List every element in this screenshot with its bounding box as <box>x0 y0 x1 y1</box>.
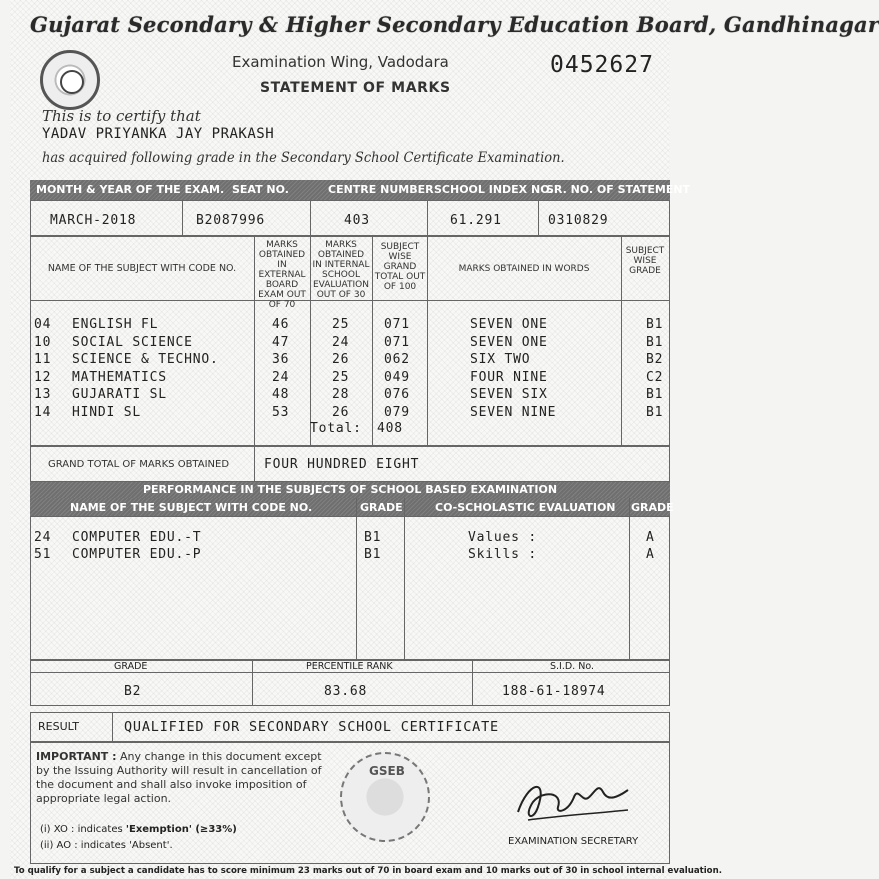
serial-number: 0452627 <box>550 52 654 78</box>
subject-total: 062 <box>384 352 410 367</box>
subject-row <box>20 387 664 405</box>
subject-internal: 28 <box>332 387 350 402</box>
school-code: 51 <box>34 547 52 562</box>
secretary-signature-icon <box>508 762 638 832</box>
grand-total-label: GRAND TOTAL OF MARKS OBTAINED <box>48 459 230 470</box>
subject-words: FOUR NINE <box>470 369 548 385</box>
subject-subject: GUJARATI SL <box>72 387 167 402</box>
subject-code: 10 <box>34 334 52 350</box>
subject-subject: MATHEMATICS <box>72 369 167 385</box>
sid-number: 188-61-18974 <box>502 684 606 699</box>
seat-number: B2087996 <box>196 213 266 228</box>
school-index-number: 61.291 <box>450 213 502 228</box>
subject-internal: 26 <box>332 404 350 420</box>
subject-code: 11 <box>34 352 52 367</box>
subject-subject: HINDI SL <box>72 404 142 420</box>
certify-text: This is to certify that <box>42 107 201 125</box>
subject-subject: ENGLISH FL <box>72 317 159 332</box>
subject-external: 24 <box>272 369 290 385</box>
examination-wing: Examination Wing, Vadodara <box>232 53 449 71</box>
subject-grade: B1 <box>646 334 664 350</box>
header-centre-number: CENTRE NUMBER <box>328 183 434 196</box>
header-month-year: MONTH & YEAR OF THE EXAM. <box>36 183 225 196</box>
subject-words: SEVEN SIX <box>470 387 548 402</box>
school-subject: COMPUTER EDU.-T <box>72 530 202 545</box>
total-value: 408 <box>377 421 403 436</box>
subject-subject: SCIENCE & TECHNO. <box>72 352 219 367</box>
sb-col-subject: NAME OF THE SUBJECT WITH CODE NO. <box>70 501 313 514</box>
subject-external: 47 <box>272 334 290 350</box>
school-grade: B1 <box>364 547 382 562</box>
subject-external: 48 <box>272 387 290 402</box>
subject-total: 079 <box>384 404 410 420</box>
subject-row <box>20 369 664 388</box>
total-label: Total: <box>310 421 362 436</box>
centre-number: 403 <box>344 213 370 228</box>
school-based-header <box>30 498 674 516</box>
grand-total-words: FOUR HUNDRED EIGHT <box>264 457 420 472</box>
stamp-text: GSEB <box>369 764 405 778</box>
subject-grade: B1 <box>646 387 664 402</box>
school-subject: COMPUTER EDU.-P <box>72 547 202 562</box>
result-value: QUALIFIED FOR SECONDARY SCHOOL CERTIFICATE <box>124 719 499 735</box>
subject-external: 36 <box>272 352 290 367</box>
xo-note-prefix: (i) XO : indicates <box>40 824 123 835</box>
school-code: 24 <box>34 530 52 545</box>
statement-title: STATEMENT OF MARKS <box>260 80 451 96</box>
overall-grade: B2 <box>124 684 142 699</box>
subject-internal: 25 <box>332 317 350 332</box>
subject-row <box>20 352 664 370</box>
subject-subject: SOCIAL SCIENCE <box>72 334 193 350</box>
board-title: Gujarat Secondary & Higher Secondary Education Board, Gandhinagar <box>30 12 879 37</box>
subject-code: 13 <box>34 387 52 402</box>
school-based-title-band <box>30 482 670 498</box>
marksheet <box>10 0 879 879</box>
sb-col-grade2: GRADE <box>631 501 674 514</box>
subject-words: SIX TWO <box>470 352 531 367</box>
subject-internal: 24 <box>332 334 350 350</box>
summary-grade-label: GRADE <box>114 661 148 672</box>
sb-col-coscholastic: CO-SCHOLASTIC EVALUATION <box>435 501 616 514</box>
subject-words: SEVEN NINE <box>470 404 557 420</box>
percentile-rank: 83.68 <box>324 684 368 699</box>
subject-total: 071 <box>384 317 410 332</box>
subject-words: SEVEN ONE <box>470 334 548 350</box>
acquired-text: has acquired following grade in the Secondary School Certificate Examination. <box>42 150 565 166</box>
subject-total: 076 <box>384 387 410 402</box>
subject-code: 04 <box>34 317 52 332</box>
important-label: IMPORTANT : <box>36 750 117 763</box>
exam-month-year: MARCH-2018 <box>50 213 137 228</box>
important-text: Any change in this document except by the Issuing Authority will result in cancellation of the document and shall also invoke imposition of appropriate legal action. <box>36 750 322 805</box>
summary-percentile-label: PERCENTILE RANK <box>306 661 393 672</box>
ao-note: (ii) AO : indicates 'Absent'. <box>40 840 173 851</box>
exam-info-header <box>30 180 691 200</box>
subject-grade: B1 <box>646 404 664 420</box>
result-label: RESULT <box>38 720 79 733</box>
subject-external: 46 <box>272 317 290 332</box>
subject-grade: B1 <box>646 317 664 332</box>
school-evaluation: Skills : <box>468 547 538 562</box>
qualifying-note: To qualify for a subject a candidate has to score minimum 23 marks out of 70 in board exam and 10 marks out of 30 in school internal evaluation. <box>14 866 722 876</box>
xo-note <box>40 824 237 835</box>
school-eval_grade: A <box>646 530 655 545</box>
subject-total: 049 <box>384 369 410 385</box>
subject-grade: B2 <box>646 352 664 367</box>
col-internal-header: MARKS OBTAINED IN INTERNAL SCHOOL EVALUATION OUT OF 30 <box>312 240 370 300</box>
important-note <box>36 750 332 806</box>
candidate-name: YADAV PRIYANKA JAY PRAKASH <box>42 126 275 142</box>
summary-sid-label: S.I.D. No. <box>550 661 594 672</box>
col-subject-header: NAME OF THE SUBJECT WITH CODE NO. <box>47 263 237 274</box>
subject-code: 12 <box>34 369 52 385</box>
xo-note-bold: 'Exemption' (≥33%) <box>125 824 237 835</box>
header-sr-no: SR. NO. OF STATEMENT <box>546 183 691 196</box>
col-grade-header: SUBJECT WISE GRADE <box>625 246 665 276</box>
header-seat-no: SEAT NO. <box>232 183 289 196</box>
school-grade: B1 <box>364 530 382 545</box>
subject-row <box>20 334 664 353</box>
board-stamp-icon <box>340 752 430 842</box>
header-school-index: SCHOOL INDEX NO. <box>434 183 554 196</box>
subject-internal: 25 <box>332 369 350 385</box>
col-words-header: MARKS OBTAINED IN WORDS <box>458 264 590 274</box>
col-total-header: SUBJECT WISE GRAND TOTAL OUT OF 100 <box>374 242 426 292</box>
col-external-header: MARKS OBTAINED IN EXTERNAL BOARD EXAM OUT OF 70 <box>258 240 306 310</box>
school-eval_grade: A <box>646 547 655 562</box>
examination-secretary-label: EXAMINATION SECRETARY <box>508 836 639 847</box>
subject-row <box>20 404 664 423</box>
subject-external: 53 <box>272 404 290 420</box>
sb-col-grade: GRADE <box>360 501 403 514</box>
subject-words: SEVEN ONE <box>470 317 548 332</box>
school-evaluation: Values : <box>468 530 538 545</box>
subject-total: 071 <box>384 334 410 350</box>
subject-internal: 26 <box>332 352 350 367</box>
subject-grade: C2 <box>646 369 664 385</box>
subject-code: 14 <box>34 404 52 420</box>
school-based-title: PERFORMANCE IN THE SUBJECTS OF SCHOOL BASED EXAMINATION <box>142 483 558 496</box>
school-based-row <box>20 530 660 548</box>
statement-serial-number: 0310829 <box>548 213 609 228</box>
school-based-row <box>20 547 660 565</box>
subject-row <box>20 317 664 335</box>
board-seal-icon <box>40 50 100 110</box>
